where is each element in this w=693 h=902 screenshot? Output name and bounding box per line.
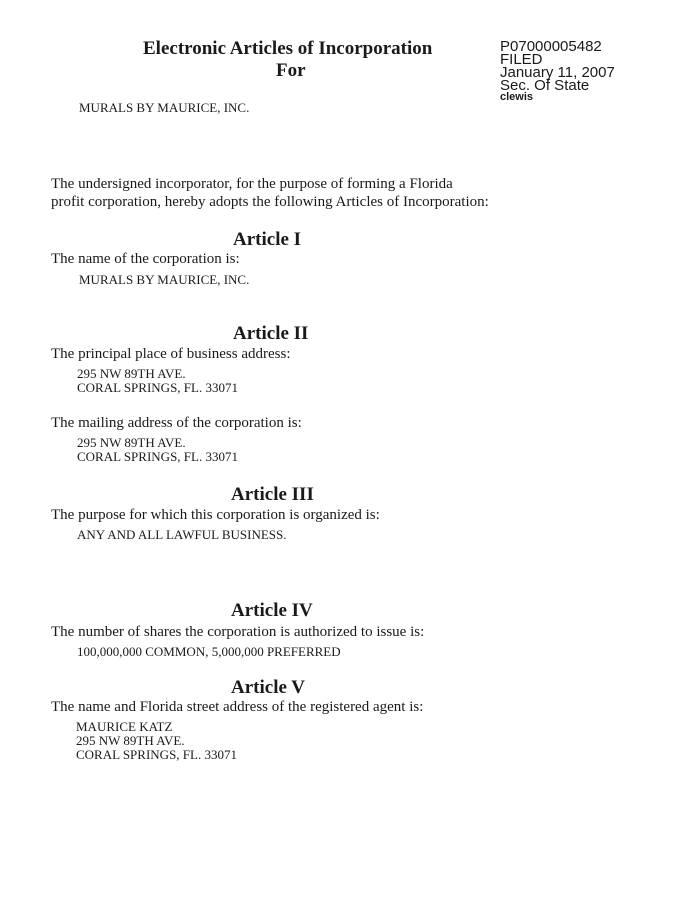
filing-status: FILED xyxy=(500,51,543,68)
article-2-mailing-label: The mailing address of the corporation is: xyxy=(51,415,302,431)
filing-document-number: P07000005482 xyxy=(500,38,602,55)
article-5-agent-line-1: 295 NW 89TH AVE. xyxy=(76,733,185,748)
article-3-heading: Article III xyxy=(231,484,314,505)
article-2-mailing-line-1: 295 NW 89TH AVE. xyxy=(77,435,186,450)
article-3-label: The purpose for which this corporation is organized is: xyxy=(51,507,380,523)
article-4-value: 100,000,000 COMMON, 5,000,000 PREFERRED xyxy=(77,644,341,659)
article-1-label: The name of the corporation is: xyxy=(51,251,240,267)
filing-office: Sec. Of State xyxy=(500,77,590,94)
document-title: Electronic Articles of Incorporation xyxy=(143,38,433,59)
intro-line-2: profit corporation, hereby adopts the following Articles of Incorporation: xyxy=(51,194,489,210)
article-1-heading: Article I xyxy=(233,229,302,250)
document-title-for: For xyxy=(276,60,306,81)
article-2-principal-label: The principal place of business address: xyxy=(51,346,291,362)
article-2-principal-line-1: 295 NW 89TH AVE. xyxy=(77,366,186,381)
intro-line-1: The undersigned incorporator, for the purpose of forming a Florida xyxy=(51,176,453,192)
article-5-label: The name and Florida street address of the registered agent is: xyxy=(51,699,424,715)
article-5-agent-line-2: CORAL SPRINGS, FL. 33071 xyxy=(76,747,237,762)
header-company-name: MURALS BY MAURICE, INC. xyxy=(79,100,250,115)
article-2-principal-line-2: CORAL SPRINGS, FL. 33071 xyxy=(77,380,238,395)
filing-clerk: clewis xyxy=(500,91,534,103)
article-4-heading: Article IV xyxy=(231,600,313,621)
article-5-heading: Article V xyxy=(231,677,306,698)
article-2-heading: Article II xyxy=(233,323,309,344)
article-5-agent-name: MAURICE KATZ xyxy=(76,719,173,734)
article-1-value: MURALS BY MAURICE, INC. xyxy=(79,272,250,287)
article-3-value: ANY AND ALL LAWFUL BUSINESS. xyxy=(77,527,287,542)
article-4-label: The number of shares the corporation is authorized to issue is: xyxy=(51,624,425,640)
article-2-mailing-line-2: CORAL SPRINGS, FL. 33071 xyxy=(77,449,238,464)
filing-date: January 11, 2007 xyxy=(500,64,615,81)
